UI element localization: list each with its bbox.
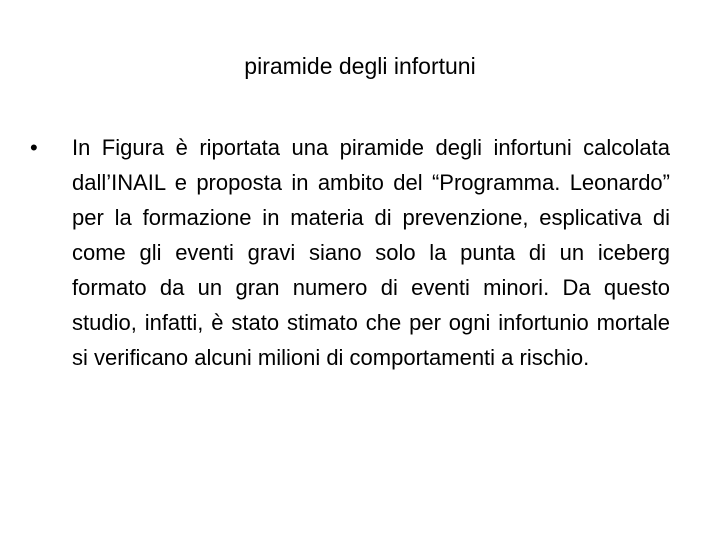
bullet-list [30,130,670,375]
bullet-text: In Figura è riportata una piramide degli infortuni calcolata dall’INAIL e proposta in ambito del “Programma. Leonardo” per la formazione in materia di prevenzione, esplicativa di come gli eventi gravi siano solo la punta di un iceberg formato da un gran numero di eventi minori. Da questo studio, infatti, è stato stimato che per ogni infortunio mortale si verificano alcuni milioni di comportamenti a rischio. [72,135,670,370]
bullet-item [30,130,670,375]
bullet-point-icon: • [30,135,38,160]
slide-title: piramide degli infortuni [244,53,476,79]
